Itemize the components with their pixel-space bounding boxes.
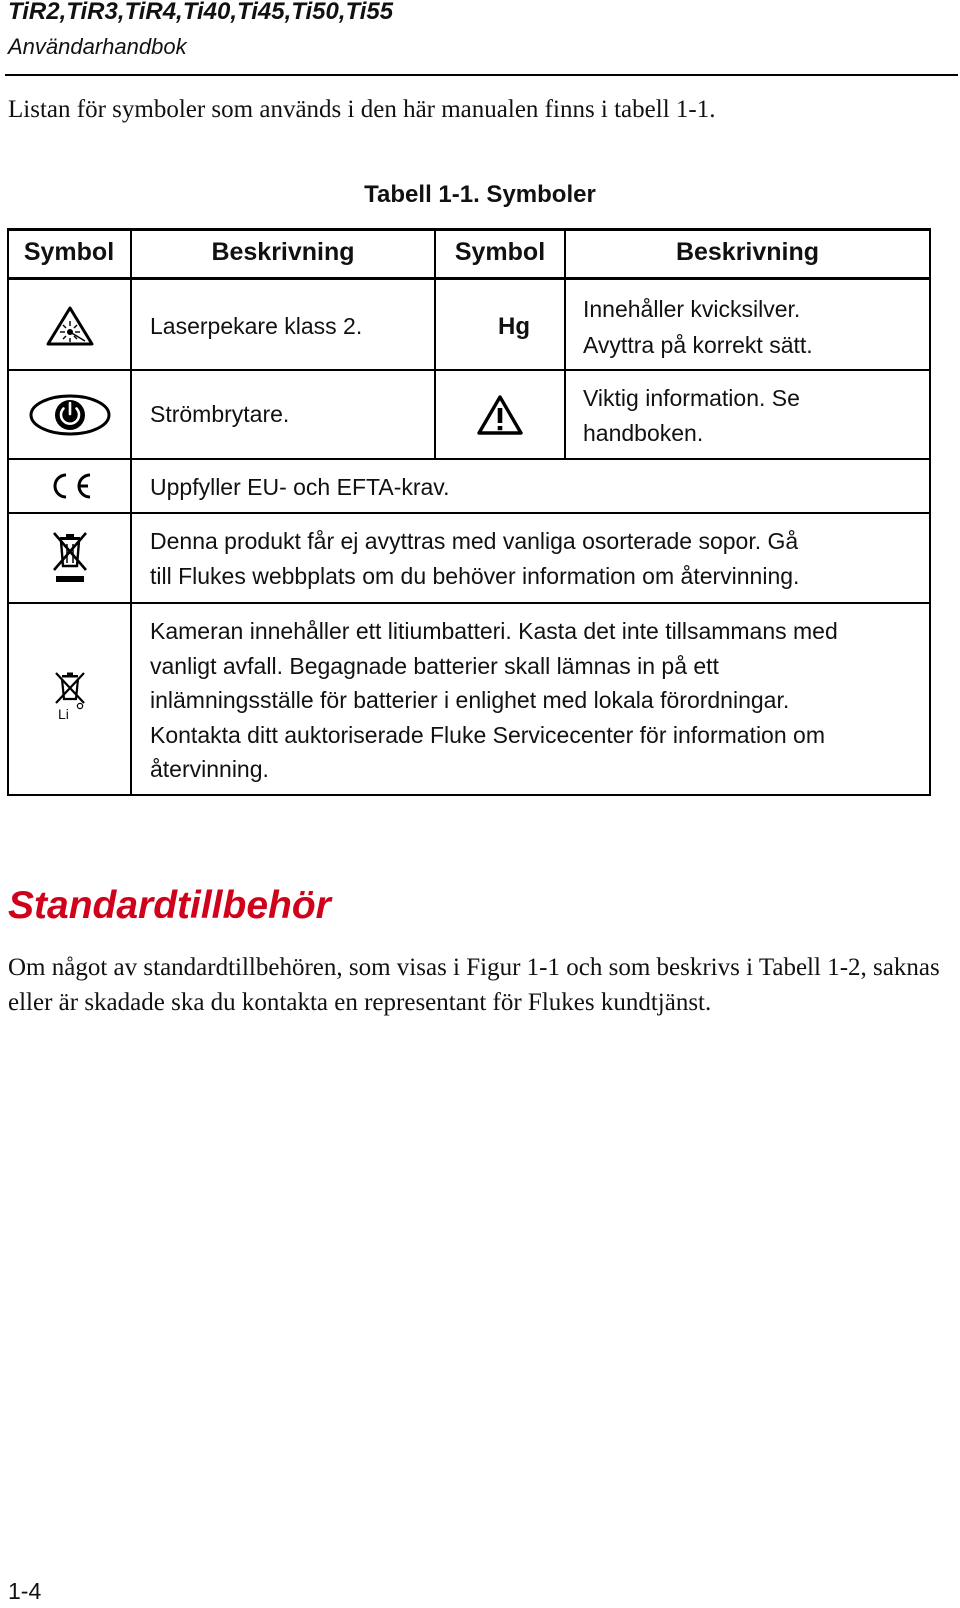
ce-mark-icon [9, 460, 130, 512]
table-caption: Tabell 1-1. Symboler [364, 181, 596, 208]
table-column-divider [130, 228, 132, 796]
header-symbol-2: Symbol [454, 238, 546, 266]
table-bottom-border [7, 794, 931, 796]
row-ce-description: Uppfyller EU- och EFTA-krav. [150, 474, 450, 500]
mercury-description-line2: Avyttra på korrekt sätt. [583, 332, 813, 358]
li-description-line1: Kameran innehåller ett litiumbatteri. Kasta det inte tillsammans med [150, 618, 838, 644]
power-button-icon [9, 371, 130, 458]
li-description-line3: inlämningsställe för batterier i enlighet med lokala förordningar. [150, 687, 790, 713]
li-label: Li [58, 706, 69, 722]
table-header-border [7, 277, 931, 280]
page-number: 1-4 [8, 1578, 42, 1604]
table-top-border [7, 228, 931, 231]
warning-description-line2: handboken. [583, 420, 704, 446]
section-heading: Standardtillbehör [8, 884, 331, 927]
warning-description-line1: Viktig information. Se [583, 385, 800, 411]
weee-description-line1: Denna produkt får ej avyttras med vanliga osorterade sopor. Gå [150, 528, 799, 554]
li-description-line5: återvinning. [150, 756, 269, 782]
document-subtitle: Användarhandbok [8, 34, 187, 59]
table-right-border [929, 228, 931, 796]
table-row-divider [565, 458, 931, 460]
intro-paragraph: Listan för symboler som används i den här manualen finns i tabell 1-1. [8, 96, 716, 123]
weee-crossed-bin-icon [9, 514, 130, 602]
header-symbol: Symbol [23, 238, 115, 266]
header-description-2: Beskrivning [675, 238, 820, 266]
warning-triangle-icon [436, 371, 564, 458]
header-description: Beskrivning [211, 238, 355, 266]
row-power-description: Strömbrytare. [150, 401, 290, 427]
row-laser-description: Laserpekare klass 2. [150, 313, 363, 339]
li-description-line4: Kontakta ditt auktoriserade Fluke Servicecenter för information om [150, 722, 825, 748]
mercury-symbol: Hg [498, 313, 530, 340]
section-paragraph: Om något av standardtillbehören, som visas i Figur 1-1 och som beskrivs i Tabell 1-2, saknas eller är skadade ska du kontakta en representant för Flukes kundtjänst. [8, 954, 940, 1016]
table-row-divider [7, 602, 931, 604]
document-title: TiR2,TiR3,TiR4,Ti40,Ti45,Ti50,Ti55 [8, 0, 394, 25]
li-description-line2: vanligt avfall. Begagnade batterier skall lämnas in på ett [150, 653, 719, 679]
table-row-divider [7, 512, 931, 514]
mercury-description-line1: Innehåller kvicksilver. [583, 296, 801, 322]
lithium-battery-disposal-icon [9, 604, 130, 794]
weee-description-line2: till Flukes webbplats om du behöver information om återvinning. [150, 563, 800, 589]
laser-warning-icon [9, 282, 130, 369]
